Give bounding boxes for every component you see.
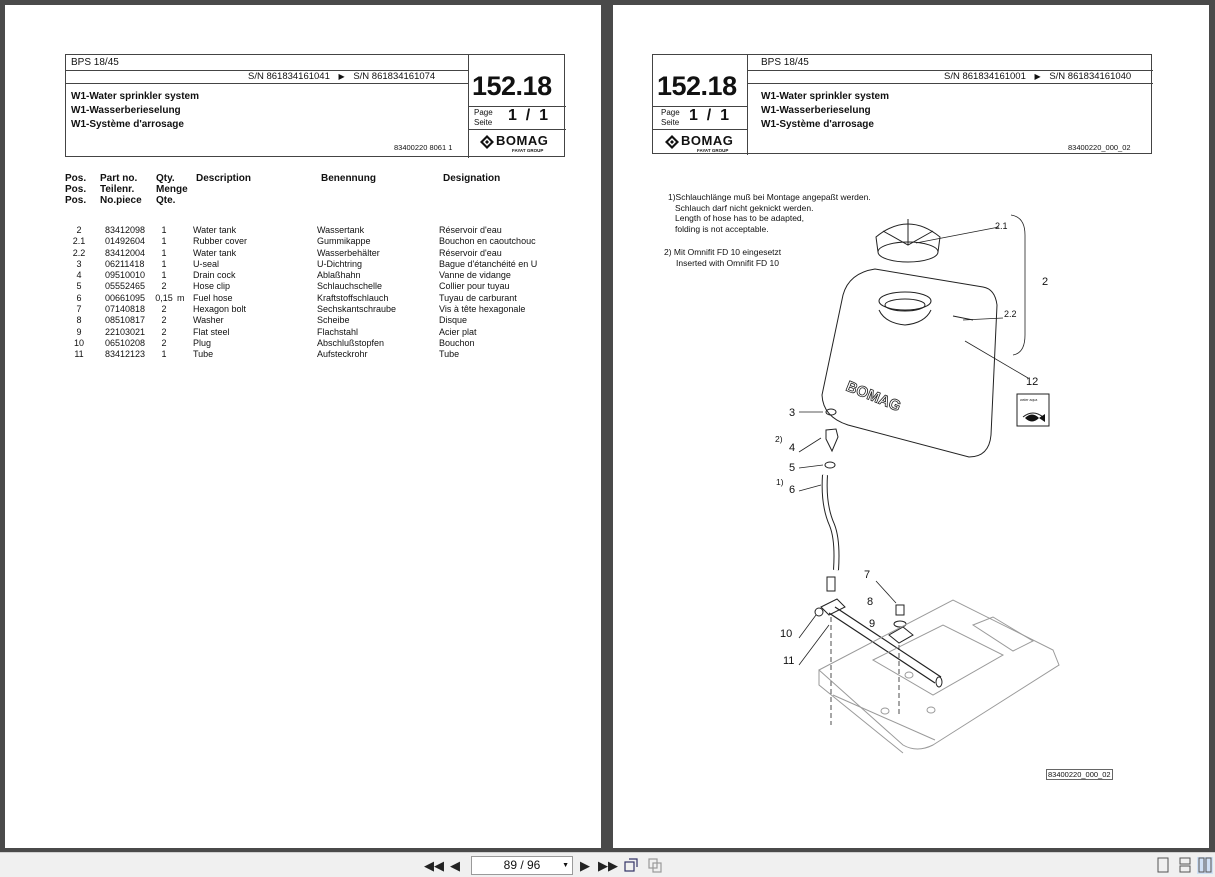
cell-de: U-Dichtring [317, 258, 363, 269]
title-fr: W1-Système d'arrosage [71, 119, 184, 130]
cell-fr: Réservoir d'eau [439, 225, 502, 235]
serial-arrow: ▶ [338, 72, 345, 81]
cell-fr: Bouchon en caoutchouc [439, 236, 536, 247]
cell-unit [177, 259, 191, 270]
cell-qty: 2 [161, 337, 167, 348]
parts-table [65, 225, 547, 361]
callout-8: 8 [867, 596, 874, 608]
section-number: 152.18 [472, 71, 552, 101]
page-number-value: 89 / 96 [503, 858, 541, 872]
cell-qty: 0,15 [155, 292, 173, 303]
serial-to: S/N 861834161040 [1049, 71, 1132, 82]
cell-pos: 2.2 [72, 247, 86, 258]
cell-desc: Fuel hose [193, 292, 233, 303]
col-head-pos: Pos. Pos. Pos. [65, 173, 87, 206]
fish-icon [1025, 414, 1045, 422]
right-document-page [613, 5, 1209, 848]
cell-qty: 1 [161, 270, 167, 281]
left-document-page [5, 5, 601, 848]
table-row [65, 248, 547, 259]
brand-name: BOMAG [681, 133, 734, 148]
cell-unit [177, 315, 191, 326]
section-number: 152.18 [657, 71, 737, 101]
cell-desc: Drain cock [193, 270, 236, 281]
left-header-block [65, 54, 565, 157]
cell-pos: 9 [76, 326, 82, 337]
cell-unit [177, 236, 191, 247]
cell-pos: 7 [76, 304, 82, 315]
model-label: BPS 18/45 [761, 57, 809, 68]
brand-subtitle: FAYAT GROUP [697, 148, 729, 153]
callout-9: 9 [869, 618, 876, 630]
cell-qty: 2 [161, 304, 167, 315]
table-row [65, 338, 547, 349]
cell-qty: 1 [161, 258, 167, 269]
serial-to: S/N 861834161074 [353, 71, 436, 82]
cell-fr: Bague d'étanchéité en U [439, 258, 538, 269]
cell-part: 08510817 [105, 315, 146, 326]
cell-desc: Plug [193, 337, 212, 348]
table-row [65, 225, 547, 236]
drawing-id-label: 83400220_000_02 [1048, 770, 1111, 779]
cell-pos: 11 [74, 349, 84, 360]
page-number-input[interactable] [471, 856, 573, 875]
cell-unit [177, 225, 191, 236]
viewer-toolbar [0, 852, 1215, 877]
cell-pos: 5 [76, 281, 82, 292]
cell-fr: Tuyau de carburant [439, 292, 517, 303]
cell-fr: Collier pour tuyau [439, 281, 510, 292]
col-head-benennung: Benennung [321, 173, 376, 184]
title-fr: W1-Système d'arrosage [761, 119, 874, 130]
cell-de: Wasserbehälter [317, 247, 380, 258]
cell-desc: U-seal [193, 258, 220, 269]
table-row [65, 327, 547, 338]
cell-desc: Flat steel [193, 326, 230, 337]
title-de: W1-Wasserberieselung [761, 105, 871, 116]
last-page-icon[interactable]: ▶▶ [598, 858, 618, 873]
assembly-note-2: 2) Mit Omnifit FD 10 eingesetzt Inserted with Omnifit FD 10 [664, 247, 782, 268]
cell-qty: 2 [161, 326, 167, 337]
cell-de: Ablaßhahn [317, 270, 361, 281]
cell-pos: 10 [73, 337, 84, 348]
col-head-qty: Qty. Menge Qte. [156, 173, 188, 206]
serial-from: S/N 861834161041 [248, 71, 330, 82]
cell-de: Scheibe [317, 315, 350, 326]
cell-desc: Rubber cover [193, 236, 248, 247]
bomag-diamond-icon [480, 135, 494, 149]
rotate-icon[interactable] [622, 857, 640, 874]
cell-part: 83412123 [105, 349, 146, 360]
assembly-note-1: 1)Schlauchlänge muß bei Montage angepaßt werden. Schlauch darf nicht geknickt werden. Length of hose has to be adapted, folding is not acceptable. [668, 192, 871, 234]
two-page-view-icon[interactable] [1197, 857, 1213, 874]
cell-part: 09510010 [105, 270, 146, 281]
cell-unit [177, 338, 191, 349]
callout-6: 6 [789, 484, 796, 496]
cell-fr: Disque [439, 315, 468, 326]
cell-fr: Acier plat [439, 326, 477, 337]
cell-unit [177, 304, 191, 315]
cell-desc: Hose clip [193, 281, 231, 292]
cell-desc: Water tank [193, 247, 237, 258]
cell-unit [177, 248, 191, 259]
model-label: BPS 18/45 [71, 57, 119, 68]
cell-part: 05552465 [105, 281, 146, 292]
callout-10: 10 [780, 628, 793, 640]
cell-part: 00661095 [105, 292, 146, 303]
table-row [65, 270, 547, 281]
table-row [65, 349, 547, 360]
cell-de: Aufsteckrohr [317, 349, 368, 360]
cell-qty: 2 [161, 315, 167, 326]
callout-2-1: 2.1 [995, 221, 1008, 231]
first-page-icon[interactable]: ◀◀ [424, 858, 444, 873]
page-label-de: Seite [474, 118, 493, 127]
page-label-en: Page [661, 108, 680, 117]
cell-qty: 1 [161, 349, 167, 360]
title-en: W1-Water sprinkler system [71, 91, 200, 102]
cell-de: Schlauchschelle [317, 281, 383, 292]
water-tank-part [822, 269, 997, 457]
continuous-view-icon[interactable] [1177, 857, 1193, 874]
callout-4-superscript: 2) [775, 434, 783, 444]
cell-pos: 4 [76, 270, 82, 281]
serial-arrow: ▶ [1034, 72, 1041, 81]
chevron-down-icon[interactable]: ▼ [562, 862, 569, 869]
tank-logo-text: BOMAG [843, 377, 904, 416]
cell-fr: Vanne de vidange [439, 270, 511, 281]
title-en: W1-Water sprinkler system [761, 91, 890, 102]
cell-desc: Hexagon bolt [193, 304, 247, 315]
cell-fr: Vis à tête hexagonale [439, 304, 526, 315]
cell-part: 83412098 [105, 225, 146, 235]
cell-unit [177, 281, 191, 292]
callout-11: 11 [783, 655, 795, 667]
col-head-designation: Designation [443, 173, 501, 184]
exploded-parts-drawing [613, 5, 1209, 848]
cell-pos: 8 [76, 315, 82, 326]
cell-de: Flachstahl [317, 326, 359, 337]
cell-de: Kraftstoffschlauch [317, 292, 389, 303]
callout-2-2: 2.2 [1004, 309, 1017, 319]
cell-pos: 2.1 [72, 236, 86, 247]
document-number: 83400220 8061 1 [394, 143, 453, 152]
col-head-part: Part no. Teilenr. No.piece [100, 173, 142, 206]
serial-from: S/N 861834161001 [944, 71, 1026, 82]
label-sticker-text: water aqua [1020, 398, 1038, 402]
cell-fr: Bouchon [439, 337, 475, 348]
callout-7: 7 [864, 569, 871, 581]
cell-part: 06510208 [105, 337, 146, 348]
cell-qty: 1 [161, 236, 167, 247]
cell-unit [177, 349, 191, 360]
cell-part: 01492604 [105, 236, 146, 247]
brand-subtitle: FAYAT GROUP [512, 148, 544, 153]
next-page-icon[interactable]: ▶ [580, 858, 590, 873]
cell-qty: 2 [161, 281, 167, 292]
cell-qty: 1 [161, 225, 167, 235]
table-row [65, 236, 547, 247]
callout-3: 3 [789, 407, 796, 419]
page-label-en: Page [474, 108, 493, 117]
title-de: W1-Wasserberieselung [71, 105, 181, 116]
table-row [65, 315, 547, 326]
copy-icon[interactable] [646, 857, 664, 874]
serial-range [248, 71, 435, 82]
cell-desc: Tube [193, 349, 214, 360]
table-row [65, 304, 547, 315]
cell-pos: 3 [76, 258, 82, 269]
cell-desc: Water tank [193, 225, 237, 235]
cell-qty: 1 [161, 247, 167, 258]
callout-6-superscript: 1) [776, 477, 784, 487]
cell-unit [177, 270, 191, 281]
cell-unit: m [177, 292, 185, 303]
brand-name: BOMAG [496, 133, 549, 148]
document-number: 83400220_000_02 [1068, 143, 1131, 152]
cell-unit [177, 327, 191, 338]
page-counter: 1 / 1 [689, 107, 730, 124]
cell-de: Abschlußstopfen [317, 337, 385, 348]
previous-page-icon[interactable]: ◀ [450, 858, 460, 873]
cell-de: Wassertank [317, 225, 365, 235]
cell-pos: 6 [76, 292, 82, 303]
callout-4: 4 [789, 442, 796, 454]
table-row [65, 293, 547, 304]
col-head-description: Description [196, 173, 252, 184]
cell-fr: Réservoir d'eau [439, 247, 502, 258]
table-row [65, 259, 547, 270]
page-label-de: Seite [661, 118, 680, 127]
cell-de: Gummikappe [317, 236, 371, 247]
callout-2: 2 [1042, 276, 1049, 288]
cell-part: 83412004 [105, 247, 146, 258]
cell-fr: Tube [439, 349, 460, 360]
single-page-view-icon[interactable] [1155, 857, 1171, 874]
cell-pos: 2 [76, 225, 82, 235]
cell-part: 06211418 [105, 258, 145, 269]
page-counter: 1 / 1 [508, 107, 549, 124]
cell-part: 07140818 [105, 304, 146, 315]
cell-part: 22103021 [105, 326, 146, 337]
callout-12: 12 [1026, 376, 1039, 388]
callout-5: 5 [789, 462, 796, 474]
cell-de: Sechskantschraube [317, 304, 397, 315]
table-row [65, 281, 547, 292]
cell-desc: Washer [193, 315, 224, 326]
